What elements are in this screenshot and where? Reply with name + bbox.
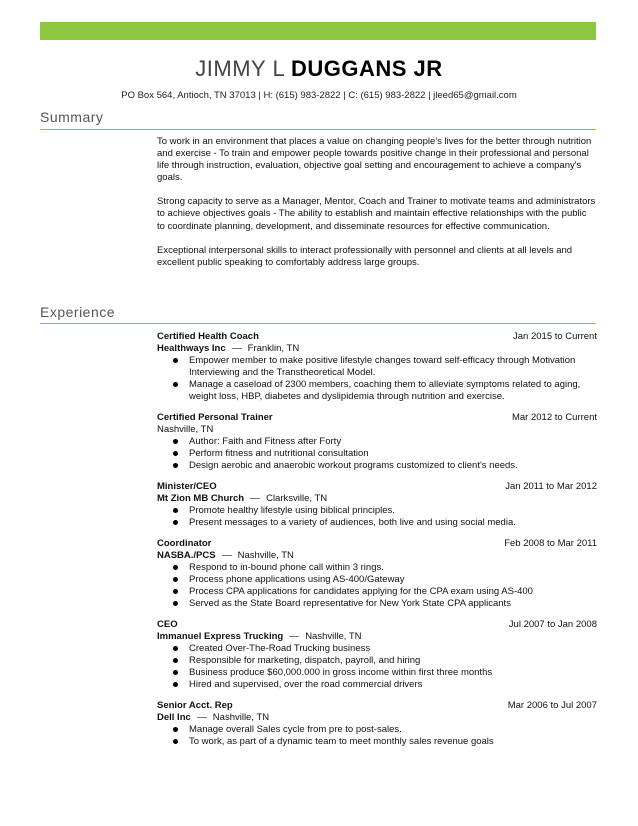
job-dates: Jul 2007 to Jan 2008 [508,619,597,630]
job-title: Minister/CEO [157,481,217,492]
job-dates: Jan 2015 to Current [513,331,597,342]
summary-paragraph: To work in an environment that places a value on changing people's lives for the better through nutrition and exercise - To train and empower people towards positive change in their professional and personal life through instruction, evaluation, objective goal setting and encouragement to achieve a company's goals. [157,136,592,184]
bullet-icon [173,565,178,570]
job-title: Certified Health Coach [157,331,259,342]
job-dates: Feb 2008 to Mar 2011 [504,538,597,549]
contact-line: PO Box 564, Antioch, TN 37013 | H: (615) 983-2822 | C: (615) 983-2822 | jleed65@gmail.com [121,90,517,101]
summary-heading: Summary [40,109,104,125]
job-organization [157,493,597,505]
list-item: Served as the State Board representative for New York State CPA applicants [157,598,597,610]
bullet-icon [173,451,178,456]
job-bullets [157,505,597,529]
bullet-icon [173,589,178,594]
separator-dash [197,717,207,718]
list-item: Hired and supervised, over the road commercial drivers [157,679,597,691]
job-organization [157,424,597,436]
job-title: CEO [157,619,178,630]
org-location: Nashville, TN [157,424,214,435]
job-organization [157,631,597,643]
job-entry [157,331,597,403]
first-name: JIMMY L [195,56,285,81]
job-bullets [157,436,597,472]
bullet-icon [173,658,178,663]
candidate-name [0,56,638,82]
job-entry [157,538,597,610]
org-location: Franklin, TN [247,343,300,354]
list-item: Created Over-The-Road Trucking business [157,643,597,655]
job-title: Certified Personal Trainer [157,412,273,423]
org-location: Nashville, TN [237,550,294,561]
job-bullets [157,643,597,691]
list-item: Business produce $60,000.000 in gross income within first three months [157,667,597,679]
separator-dash [289,636,299,637]
list-item: To work, as part of a dynamic team to meet monthly sales revenue goals [157,736,597,748]
summary-paragraph: Exceptional interpersonal skills to interact professionally with personnel and clients at all levels and excellent public speaking to comfortably address large groups. [157,244,573,268]
job-organization [157,712,597,724]
job-title: Senior Acct. Rep [157,700,233,711]
list-item: Respond to in-bound phone call within 3 rings. [157,562,597,574]
org-name: Mt Zion MB Church [157,493,245,504]
org-location: Nashville, TN [212,712,270,723]
list-item: Author: Faith and Fitness after Forty [157,436,597,448]
list-item: Process CPA applications for candidates applying for the CPA exam using AS-400 [157,586,597,598]
job-dates: Jan 2011 to Mar 2012 [505,481,597,492]
bullet-icon [173,508,178,513]
bullet-icon [173,646,178,651]
job-bullets [157,562,597,610]
list-item: Empower member to make positive lifestyle changes toward self-efficacy through Motivation Interviewing and the Transtheoretical Model. [157,355,597,379]
bullet-icon [173,739,178,744]
job-organization [157,343,597,355]
experience-divider [40,323,596,324]
summary-body [157,136,597,281]
org-location: Clarksville, TN [266,493,328,504]
summary-paragraph: Strong capacity to serve as a Manager, Mentor, Coach and Trainer to motivate teams and administrators to achieve objectives goals - The ability to establish and maintain effective relationships with the public to coordinate planning, development, and disseminate resources for effective communication. [157,196,596,232]
job-dates: Mar 2012 to Current [511,412,597,423]
bullet-icon [173,382,178,387]
list-item: Perform fitness and nutritional consultation [157,448,597,460]
last-name: DUGGANS JR [291,56,443,81]
job-organization [157,550,597,562]
experience-heading: Experience [40,304,116,320]
list-item: Promote healthy lifestyle using biblical principles. [157,505,597,517]
bullet-icon [173,463,178,468]
experience-list [157,331,597,757]
list-item: Responsible for marketing, dispatch, payroll, and hiring [157,655,597,667]
bullet-icon [173,601,178,606]
org-location: Nashville, TN [305,631,362,642]
job-entry [157,412,597,472]
bullet-icon [173,577,178,582]
separator-dash [222,555,232,556]
separator-dash [232,348,242,349]
org-name: Dell Inc [157,712,191,723]
job-entry [157,619,597,691]
separator-dash [250,498,260,499]
job-bullets [157,355,597,403]
bullet-icon [173,682,178,687]
list-item: Manage overall Sales cycle from pre to post-sales. [157,724,597,736]
bullet-icon [173,727,178,732]
org-name: Healthways Inc [157,343,226,354]
summary-divider [40,129,596,130]
bullet-icon [173,670,178,675]
bullet-icon [173,520,178,525]
list-item: Process phone applications using AS-400/Gateway [157,574,597,586]
list-item: Present messages to a variety of audiences, both live and using social media. [157,517,597,529]
org-name: Immanuel Express Trucking [157,631,284,642]
list-item: Design aerobic and anaerobic workout programs customized to client's needs. [157,460,597,472]
job-title: Coordinator [157,538,212,549]
job-dates: Mar 2006 to Jul 2007 [507,700,597,711]
job-bullets [157,724,597,748]
org-name: NASBA./PCS [157,550,216,561]
bullet-icon [173,358,178,363]
job-entry [157,481,597,529]
job-entry [157,700,597,748]
header-accent-bar [40,22,596,40]
bullet-icon [173,439,178,444]
list-item: Manage a caseload of 2300 members, coaching them to alleviate symptoms related to aging, weight loss, HBP, diabetes and dyslipidemia through nutrition and exercise. [157,379,597,403]
